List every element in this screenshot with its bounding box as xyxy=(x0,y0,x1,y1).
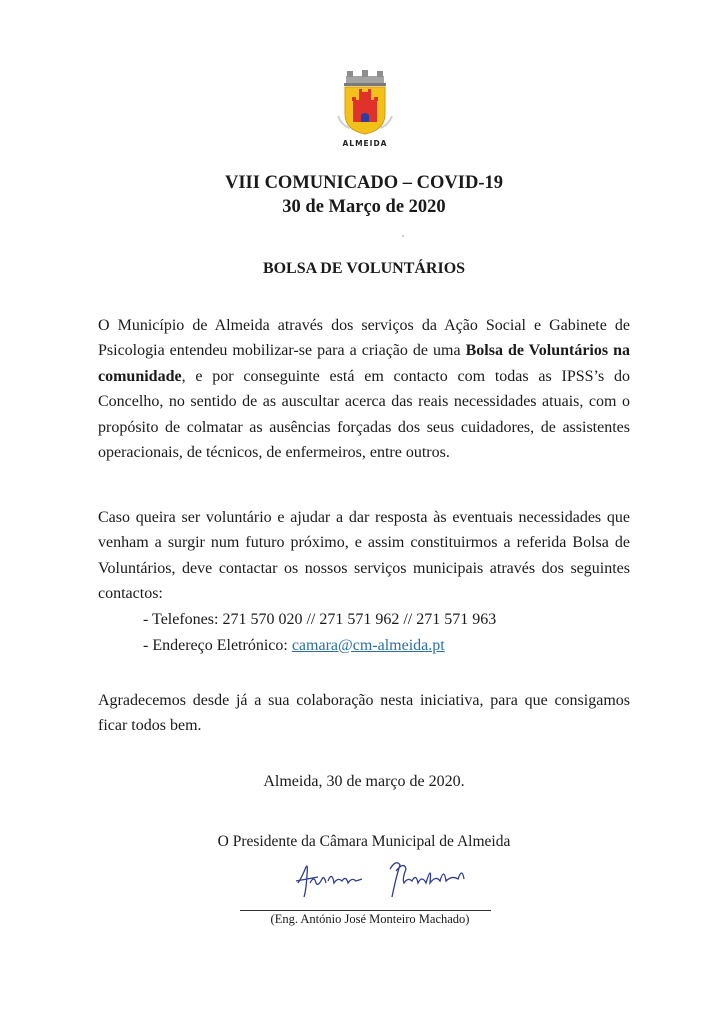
signature-line xyxy=(240,910,491,911)
place-date: Almeida, 30 de março de 2020. xyxy=(263,773,465,790)
contact-email-label: - Endereço Eletrónico: xyxy=(143,637,292,654)
paragraph-volunteer: Caso queira ser voluntário e ajudar a dar resposta às eventuais necessidades que venham a surgir num futuro próximo, e assim constituirmos a referida Bolsa de Voluntários, deve contactar os nossos serviços municipais através dos seguintes contactos: xyxy=(98,509,630,603)
crest-label: ALMEIDA xyxy=(342,139,388,148)
scan-speck xyxy=(402,235,404,237)
almeida-coat-of-arms xyxy=(334,70,396,150)
paragraph-intro-text-end: , e por conseguinte está em contacto com todas as IPSS’s do Concelho, no sentido de as auscultar acerca das reais necessidades atuais, com o propósito de colmatar as ausências forçadas dos seus cuidadores, de assistentes operacionais, de técnicos, de enfermeiros, entre outros. xyxy=(98,367,630,462)
president-name: (Eng. António José Monteiro Machado) xyxy=(270,912,470,926)
document-date: 30 de Março de 2020 xyxy=(282,197,446,217)
document-title: VIII COMUNICADO – COVID-19 xyxy=(224,173,503,193)
contact-email-line xyxy=(143,637,445,655)
contact-phones: - Telefones: 271 570 020 // 271 571 962 // 271 571 963 xyxy=(143,611,497,628)
crown-icon xyxy=(344,70,386,86)
paragraph-thanks: Agradecemos desde já a sua colaboração nesta iniciativa, para que consigamos ficar todos bem. xyxy=(98,692,630,735)
email-link[interactable]: camara@cm-almeida.pt xyxy=(291,637,445,654)
paragraph-intro-bold: Bolsa de Voluntários na comunidade xyxy=(98,342,630,385)
handwritten-signature xyxy=(292,857,482,899)
paragraph-intro-text: O Município de Almeida através dos serviços da Ação Social e Gabinete de Psicologia entendeu mobilizar-se para a criação de uma xyxy=(98,317,630,360)
president-title: O Presidente da Câmara Municipal de Almeida xyxy=(217,833,511,850)
paragraph-intro xyxy=(98,313,630,465)
document-subject: BOLSA DE VOLUNTÁRIOS xyxy=(262,260,466,277)
